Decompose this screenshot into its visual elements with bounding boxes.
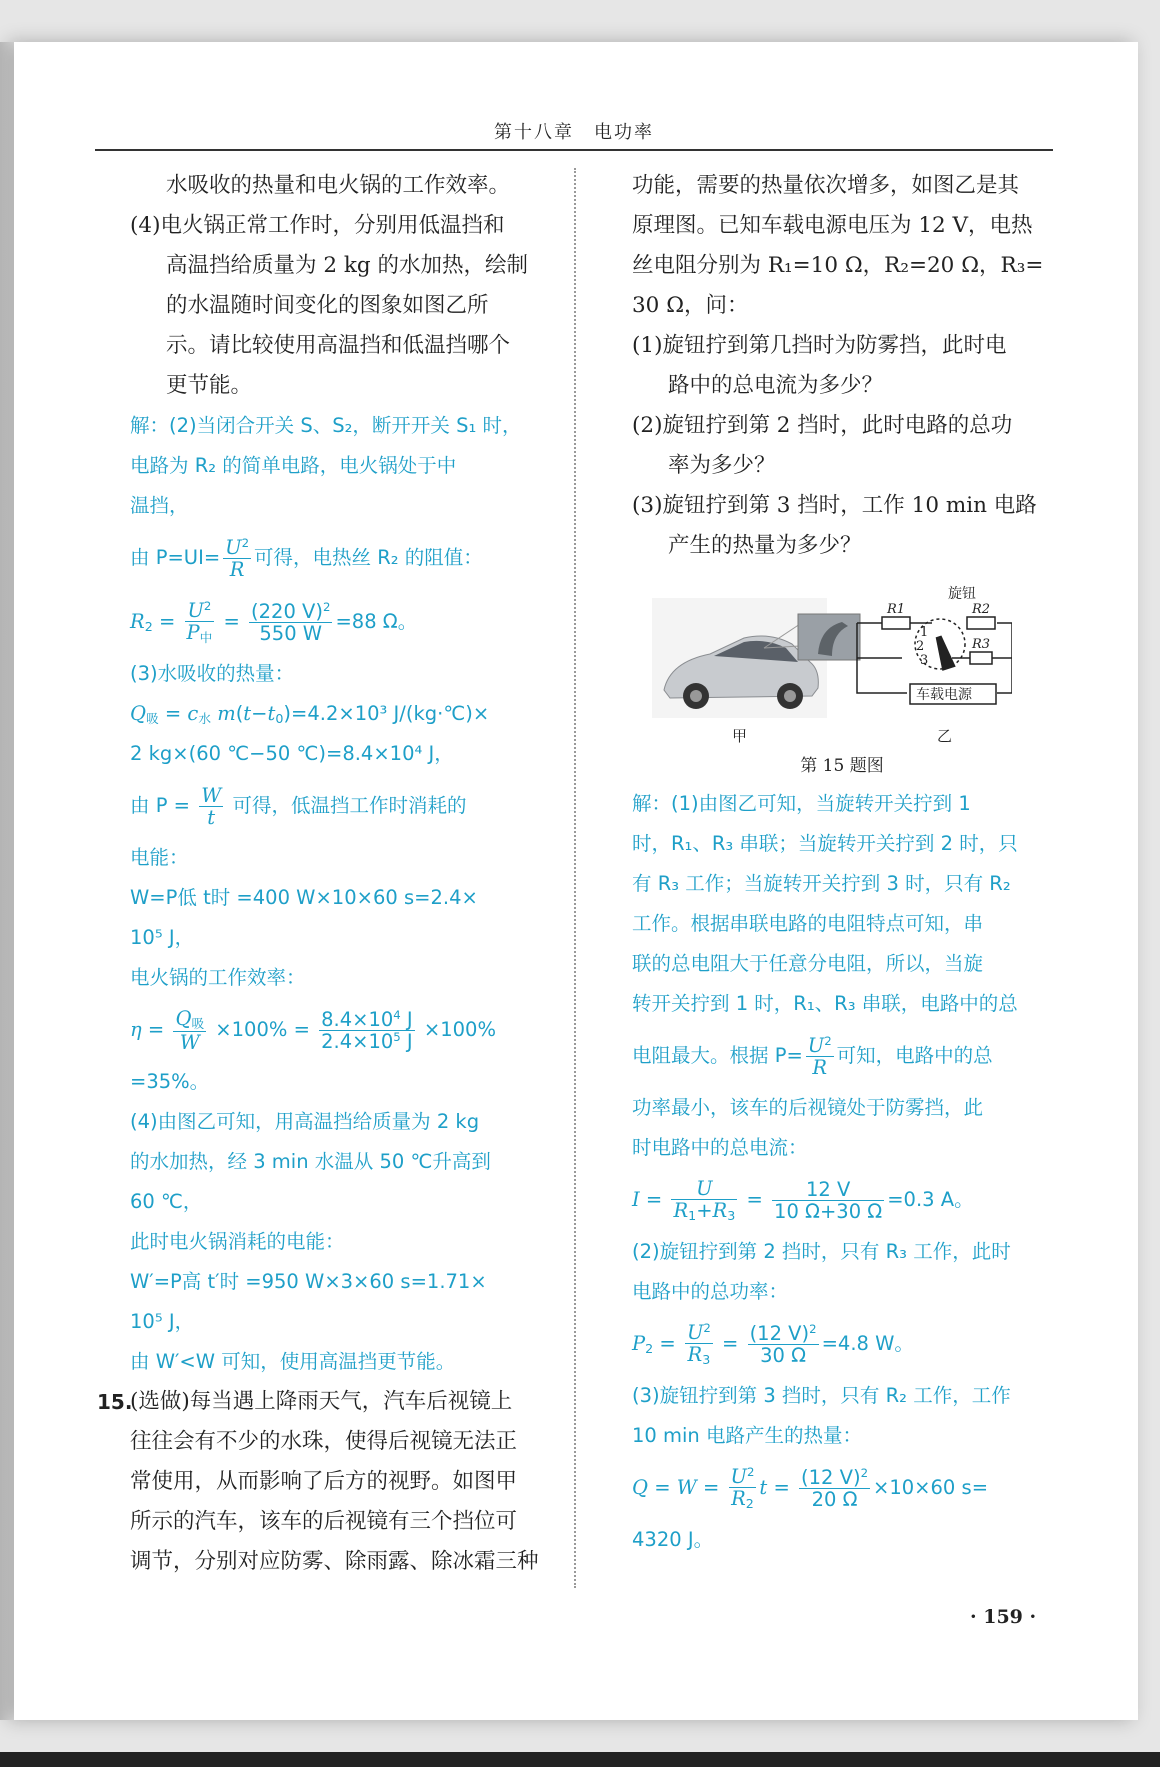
text-line: 更节能。 (166, 373, 253, 398)
text-line: 产生的热量为多少？ (668, 533, 862, 558)
fraction: $\frac{U^2}{R}$ (225, 535, 250, 581)
position-3: 3 (920, 653, 929, 668)
label-r1: R1 (887, 602, 906, 617)
fraction: $\frac{(12 V)^2}{20 \Omega}$ (801, 1465, 869, 1511)
right-column (632, 166, 1052, 1560)
formula-power-min: 电阻最大。根据 P= $\frac{U^2}{R}$ 可知，电路中的总 (632, 1033, 993, 1079)
answer-line: 解：(2)当闭合开关 S、S₂，断开开关 S₁ 时， (130, 414, 522, 437)
formula-r2: $R_2$ = $\frac{U^2}{P_中}$ = $\frac{(220 V)^2}{550 W}$ =88 Ω。 (130, 598, 418, 646)
fraction: $\frac{8.4\times 10^4 J}{2.4\times 10^5 J}$ (321, 1007, 413, 1054)
figure-caption: 第 15 题图 (800, 756, 884, 776)
circuit-figure (652, 578, 1012, 748)
answer-line: 有 R₃ 工作；当旋转开关拧到 3 时，只有 R₂ (632, 872, 1011, 895)
answer-line: (3)旋钮拧到第 3 挡时，只有 R₂ 工作，工作 (632, 1384, 1011, 1407)
text-line: 原理图。已知车载电源电压为 12 V，电热 (632, 213, 1033, 238)
answer-line: =35%。 (130, 1070, 210, 1093)
fraction: $\frac{U^2}{R_3}$ (686, 1320, 711, 1368)
text-line: 所示的汽车，该车的后视镜有三个挡位可 (130, 1509, 518, 1534)
label-jia: 甲 (732, 727, 748, 745)
question-15: 15. (选做)每当遇上降雨天气，汽车后视镜上 (130, 1382, 550, 1422)
answer-line: 电路中的总功率： (632, 1280, 789, 1303)
fraction: $\frac{(12 V)^2}{30 \Omega}$ (749, 1321, 817, 1367)
answer-line: 联的总电阻大于任意分电阻，所以，当旋 (632, 952, 984, 975)
answer-line: 温挡， (130, 494, 189, 517)
formula-low: 由 P = $\frac{W}{t}$ 可得，低温挡工作时消耗的 (130, 783, 467, 829)
fraction: $\frac{(220 V)^2}{550 W}$ (251, 599, 331, 645)
formula-heat-q: Q = W = $\frac{U^2}{R_2}$ t = $\frac{(12 V)^2}{20 \Omega}$ ×10×60 s= (632, 1464, 989, 1512)
text-line: 调节，分别对应防雾、除雨露、除冰霜三种 (130, 1549, 539, 1574)
fraction: $\frac{U^2}{R}$ (807, 1033, 832, 1079)
answer-line: 工作。根据串联电路的电阻特点可知，串 (632, 912, 984, 935)
answer-line: 此时电火锅消耗的电能： (130, 1230, 345, 1253)
answer-line: 电路为 R₂ 的简单电路，电火锅处于中 (130, 454, 457, 477)
answer-line: 功率最小，该车的后视镜处于防雾挡，此 (632, 1096, 984, 1119)
formula-heat-2: 2 kg×(60 ℃−50 ℃)=8.4×10⁴ J， (130, 742, 454, 765)
answer-line: 4320 J。 (632, 1528, 714, 1551)
answer-line: (4)由图乙可知，用高温挡给质量为 2 kg (130, 1110, 480, 1133)
fraction: $\frac{U}{R_1+R_3}$ (673, 1176, 736, 1224)
text-line: 路中的总电流为多少？ (668, 373, 884, 398)
fraction: $\frac{Q_吸}{W}$ (175, 1006, 205, 1054)
text-line: 往往会有不少的水珠，使得后视镜无法正 (130, 1429, 518, 1454)
formula-heat-1: $Q_吸 = c_水$ $m(t-t_0)=4.2\times 10^3$ J/(kg·℃)× (130, 702, 490, 727)
chapter-header: 第十八章 电功率 (494, 122, 654, 143)
fraction: $\frac{U^2}{P_中}$ (186, 598, 213, 646)
question-number: 15. (97, 1390, 133, 1414)
sub-question-2: (2)旋钮拧到第 2 挡时，此时电路的总功 (632, 413, 1013, 438)
label-r3: R3 (972, 637, 991, 652)
text-line: 的水温随时间变化的图象如图乙所 (166, 293, 489, 318)
sub-question-3: (3)旋钮拧到第 3 挡时，工作 10 min 电路 (632, 493, 1037, 518)
answer-line: 的水加热，经 3 min 水温从 50 ℃升高到 (130, 1150, 491, 1173)
answer-line: 10⁵ J， (130, 1310, 195, 1333)
formula-power: 由 P=UI= $\frac{U^2}{R}$ 可得，电热丝 R₂ 的阻值： (130, 535, 483, 581)
formula-efficiency: η = $\frac{Q_吸}{W}$ ×100% = $\frac{8.4\times 10^4 J}{2.4\times 10^5 J}$ ×100% (130, 1006, 496, 1054)
label-r2: R2 (972, 602, 991, 617)
page-number: · 159 · (970, 1606, 1037, 1628)
text-line: 30 Ω，问： (632, 293, 749, 318)
position-1: 1 (920, 625, 929, 640)
text-line: 丝电阻分别为 R₁=10 Ω，R₂=20 Ω，R₃= (632, 253, 1044, 278)
text-line: 高温挡给质量为 2 kg 的水加热，绘制 (166, 253, 528, 278)
answer-line: 电火锅的工作效率： (130, 966, 306, 989)
column-divider (574, 168, 576, 1588)
answer-line: 转开关拧到 1 时，R₁、R₃ 串联，电路中的总 (632, 992, 1018, 1015)
position-2: 2 (916, 639, 925, 654)
formula-energy-2: 10⁵ J， (130, 926, 195, 949)
knob-pointer (932, 634, 956, 671)
figure-15 (652, 578, 1012, 748)
answer-line: 电能： (130, 846, 189, 869)
text-line: 率为多少？ (668, 453, 776, 478)
text-line: 常使用，从而影响了后方的视野。如图甲 (130, 1469, 518, 1494)
formula-current: I = $\frac{U}{R_1+R_3}$ = $\frac{12 V}{10 \Omega+30 \Omega}$ =0.3 A。 (632, 1176, 974, 1224)
car-image (652, 598, 860, 718)
resistor-r1 (882, 617, 910, 629)
answer-line: (2)旋钮拧到第 2 挡时，只有 R₃ 工作，此时 (632, 1240, 1011, 1263)
text-line: 水吸收的热量和电火锅的工作效率。 (166, 173, 511, 198)
fraction: $\frac{12 V}{10 \Omega+30 \Omega}$ (774, 1177, 883, 1223)
formula-energy-1: W=P低 t时 =400 W×10×60 s=2.4× (130, 886, 478, 909)
answer-line: (3)水吸收的热量： (130, 662, 295, 685)
resistor-r2 (967, 617, 995, 629)
bottom-bar (0, 1752, 1160, 1767)
fraction: $\frac{W}{t}$ (201, 783, 222, 829)
resistor-r3 (970, 652, 992, 664)
sub-question-1: (1)旋钮拧到第几挡时为防雾挡，此时电 (632, 333, 1007, 358)
answer-line: 解：(1)由图乙可知，当旋转开关拧到 1 (632, 792, 971, 815)
answer-line: 时电路中的总电流： (632, 1136, 808, 1159)
answer-line: W′=P高 t′时 =950 W×3×60 s=1.71× (130, 1270, 487, 1293)
formula-p2: $P_2$ = $\frac{U^2}{R_3}$ = $\frac{(12 V)^2}{30 \Omega}$ =4.8 W。 (632, 1320, 914, 1368)
question-part-4: (4)电火锅正常工作时，分别用低温挡和 (130, 213, 505, 238)
source-label: 车载电源 (916, 687, 972, 703)
header-rule (95, 149, 1053, 151)
answer-line: 时，R₁、R₃ 串联；当旋转开关拧到 2 时，只 (632, 832, 1018, 855)
left-column (97, 166, 550, 1582)
answer-line: 由 W′<W 可知，使用高温挡更节能。 (130, 1350, 456, 1373)
fraction: $\frac{U^2}{R_2}$ (730, 1464, 755, 1512)
knob-label: 旋钮 (948, 586, 976, 602)
answer-line: 10 min 电路产生的热量： (632, 1424, 862, 1447)
text-line: 示。请比较使用高温挡和低温挡哪个 (166, 333, 511, 358)
label-yi: 乙 (937, 727, 953, 745)
text-line: 功能，需要的热量依次增多，如图乙是其 (632, 173, 1020, 198)
answer-line: 60 ℃， (130, 1190, 203, 1213)
